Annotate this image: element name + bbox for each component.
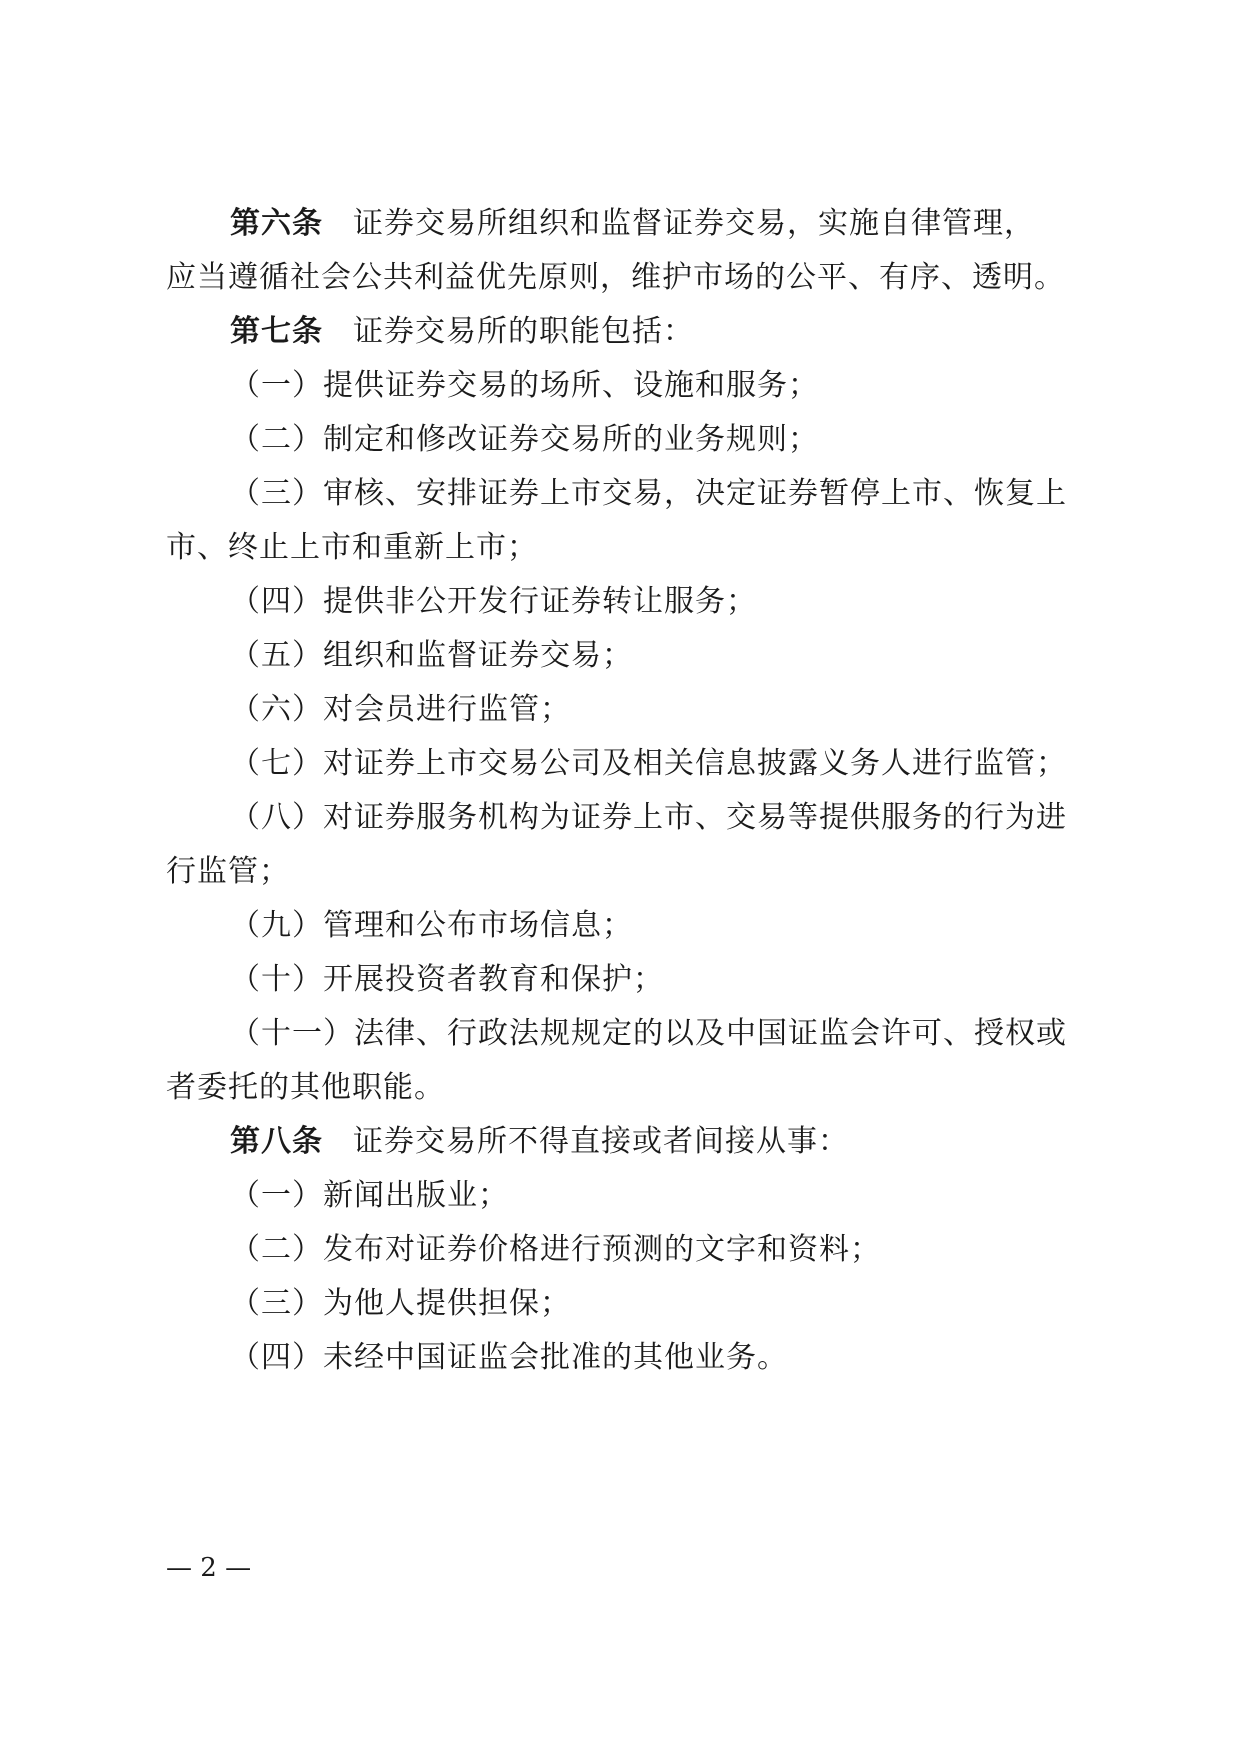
article-7-item: （七）对证券上市交易公司及相关信息披露义务人进行监管； [230,746,1067,781]
article-6-text: 证券交易所组织和监督证券交易，实施自律管理， [353,206,1035,241]
article-7-item: （九）管理和公布市场信息； [230,908,633,943]
article-8-item: （一）新闻出版业； [230,1178,509,1213]
article-8-item: （四）未经中国证监会批准的其他业务。 [230,1340,788,1375]
article-7-heading: 第七条 [230,314,323,349]
article-7-item: （五）组织和监督证券交易； [230,638,633,673]
article-7-line-1 [0,312,1240,352]
article-8-heading: 第八条 [230,1124,323,1159]
article-7-item-cont: 者委托的其他职能。 [166,1070,445,1105]
article-8-item: （二）发布对证券价格进行预测的文字和资料； [230,1232,881,1267]
page-number: — 2 — [166,1553,252,1583]
article-7-item: （一）提供证券交易的场所、设施和服务； [230,368,819,403]
article-7-item-cont: 行监管； [166,854,290,889]
article-6-line-1 [0,204,1240,244]
article-7-item: （六）对会员进行监管； [230,692,571,727]
article-7-item: （二）制定和修改证券交易所的业务规则； [230,422,819,457]
article-7-item: （十一）法律、行政法规规定的以及中国证监会许可、授权或 [230,1016,1067,1051]
article-7-text: 证券交易所的职能包括： [353,314,694,349]
article-8-line-1 [0,1122,1240,1162]
article-7-item: （四）提供非公开发行证券转让服务； [230,584,757,619]
article-7-item: （十）开展投资者教育和保护； [230,962,664,997]
article-7-item-cont: 市、终止上市和重新上市； [166,530,538,565]
article-7-item: （八）对证券服务机构为证券上市、交易等提供服务的行为进 [230,800,1067,835]
article-8-text: 证券交易所不得直接或者间接从事： [353,1124,849,1159]
article-8-item: （三）为他人提供担保； [230,1286,571,1321]
article-6-line-2: 应当遵循社会公共利益优先原则，维护市场的公平、有序、透明。 [166,260,1065,295]
article-7-item: （三）审核、安排证券上市交易，决定证券暂停上市、恢复上 [230,476,1067,511]
article-6-heading: 第六条 [230,206,323,241]
